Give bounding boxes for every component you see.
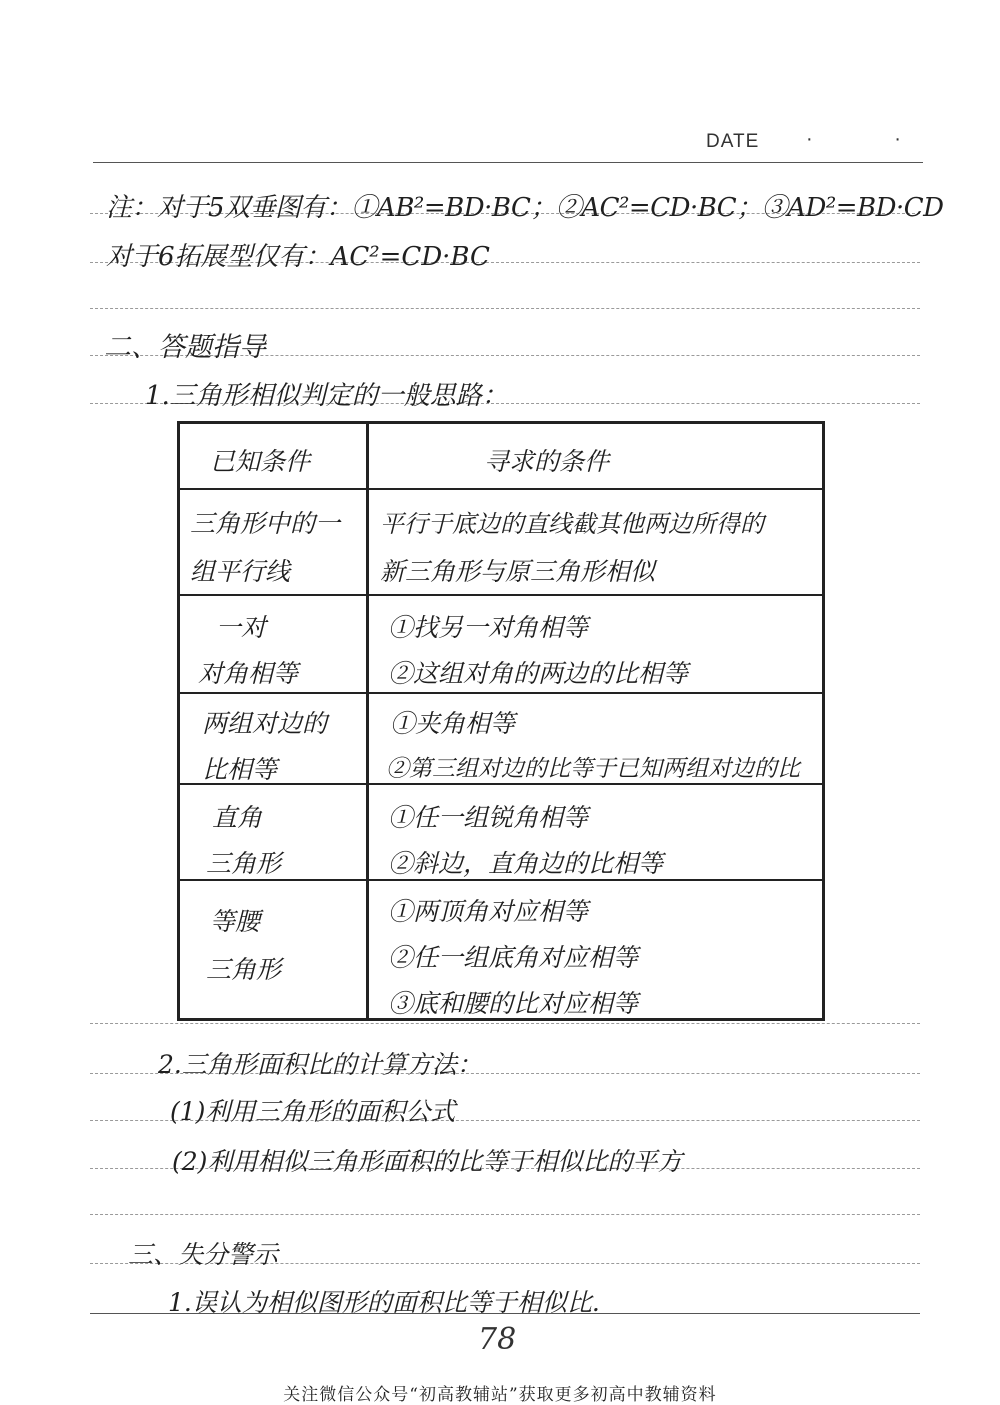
page-number: 78 — [478, 1322, 517, 1357]
note-line-1: 注：对于5双垂图有：①AB²=BD·BC；②AC²=CD·BC；③AD²=BD·CD — [106, 193, 944, 223]
table-header-seek: 寻求的条件 — [484, 447, 610, 476]
table-cell-seek: 新三角形与原三角形相似 — [380, 557, 656, 586]
table-cell-known: 组平行线 — [190, 557, 291, 586]
section-2-title: 二、答题指导 — [104, 332, 266, 363]
date-label: DATE — [706, 131, 760, 152]
header-rule — [93, 162, 923, 163]
table-cell-seek: ③底和腰的比对应相等 — [388, 989, 639, 1018]
table-row-divider — [180, 488, 822, 490]
table-header-known: 已知条件 — [210, 447, 311, 476]
table-cell-known: 直角 — [212, 803, 263, 832]
table-cell-seek: ②第三组对边的比等于已知两组对边的比 — [386, 756, 800, 782]
ruled-line — [90, 1023, 920, 1024]
table-row-divider — [180, 692, 822, 694]
date-dots: · · — [806, 128, 939, 150]
table-cell-seek: ①任一组锐角相等 — [388, 803, 589, 832]
section-3-title: 三、失分警示 — [128, 1240, 279, 1269]
table-cell-known: 一对 — [216, 613, 267, 642]
footer-rule — [90, 1313, 920, 1314]
table-cell-known: 两组对边的 — [202, 709, 328, 738]
footer-promo: 关注微信公众号“初高教辅站”获取更多初高中教辅资料 — [283, 1385, 717, 1405]
table-column-divider — [366, 424, 369, 1018]
table-cell-seek: ①夹角相等 — [390, 709, 516, 738]
table-cell-known: 三角形中的一 — [190, 509, 341, 538]
table-cell-seek: ①两顶角对应相等 — [388, 897, 589, 926]
table-cell-seek: ②这组对角的两边的比相等 — [388, 659, 689, 688]
table-cell-seek: 平行于底边的直线截其他两边所得的 — [380, 510, 764, 538]
subheading-area-ratio: 2.三角形面积比的计算方法： — [158, 1050, 482, 1079]
table-row-divider — [180, 594, 822, 596]
table-cell-known: 比相等 — [202, 755, 278, 784]
table-cell-known: 三角形 — [206, 955, 282, 984]
method-2: (2)利用相似三角形面积的比等于相似比的平方 — [172, 1147, 683, 1176]
similarity-criteria-table — [177, 421, 825, 1021]
subheading-similarity-criteria: 1.三角形相似判定的一般思路： — [145, 381, 508, 411]
ruled-line — [90, 1214, 920, 1215]
note-line-2: 对于6拓展型仅有：AC²=CD·BC — [106, 242, 490, 272]
table-cell-seek: ②斜边，直角边的比相等 — [388, 849, 664, 878]
ruled-line — [90, 308, 920, 309]
table-cell-seek: ①找另一对角相等 — [388, 613, 589, 642]
table-cell-known: 等腰 — [210, 907, 261, 936]
table-cell-known: 对角相等 — [198, 659, 299, 688]
method-1: (1)利用三角形的面积公式 — [170, 1097, 456, 1126]
table-cell-known: 三角形 — [206, 849, 282, 878]
table-cell-seek: ②任一组底角对应相等 — [388, 943, 639, 972]
warning-1: 1.误认为相似图形的面积比等于相似比. — [168, 1288, 600, 1317]
